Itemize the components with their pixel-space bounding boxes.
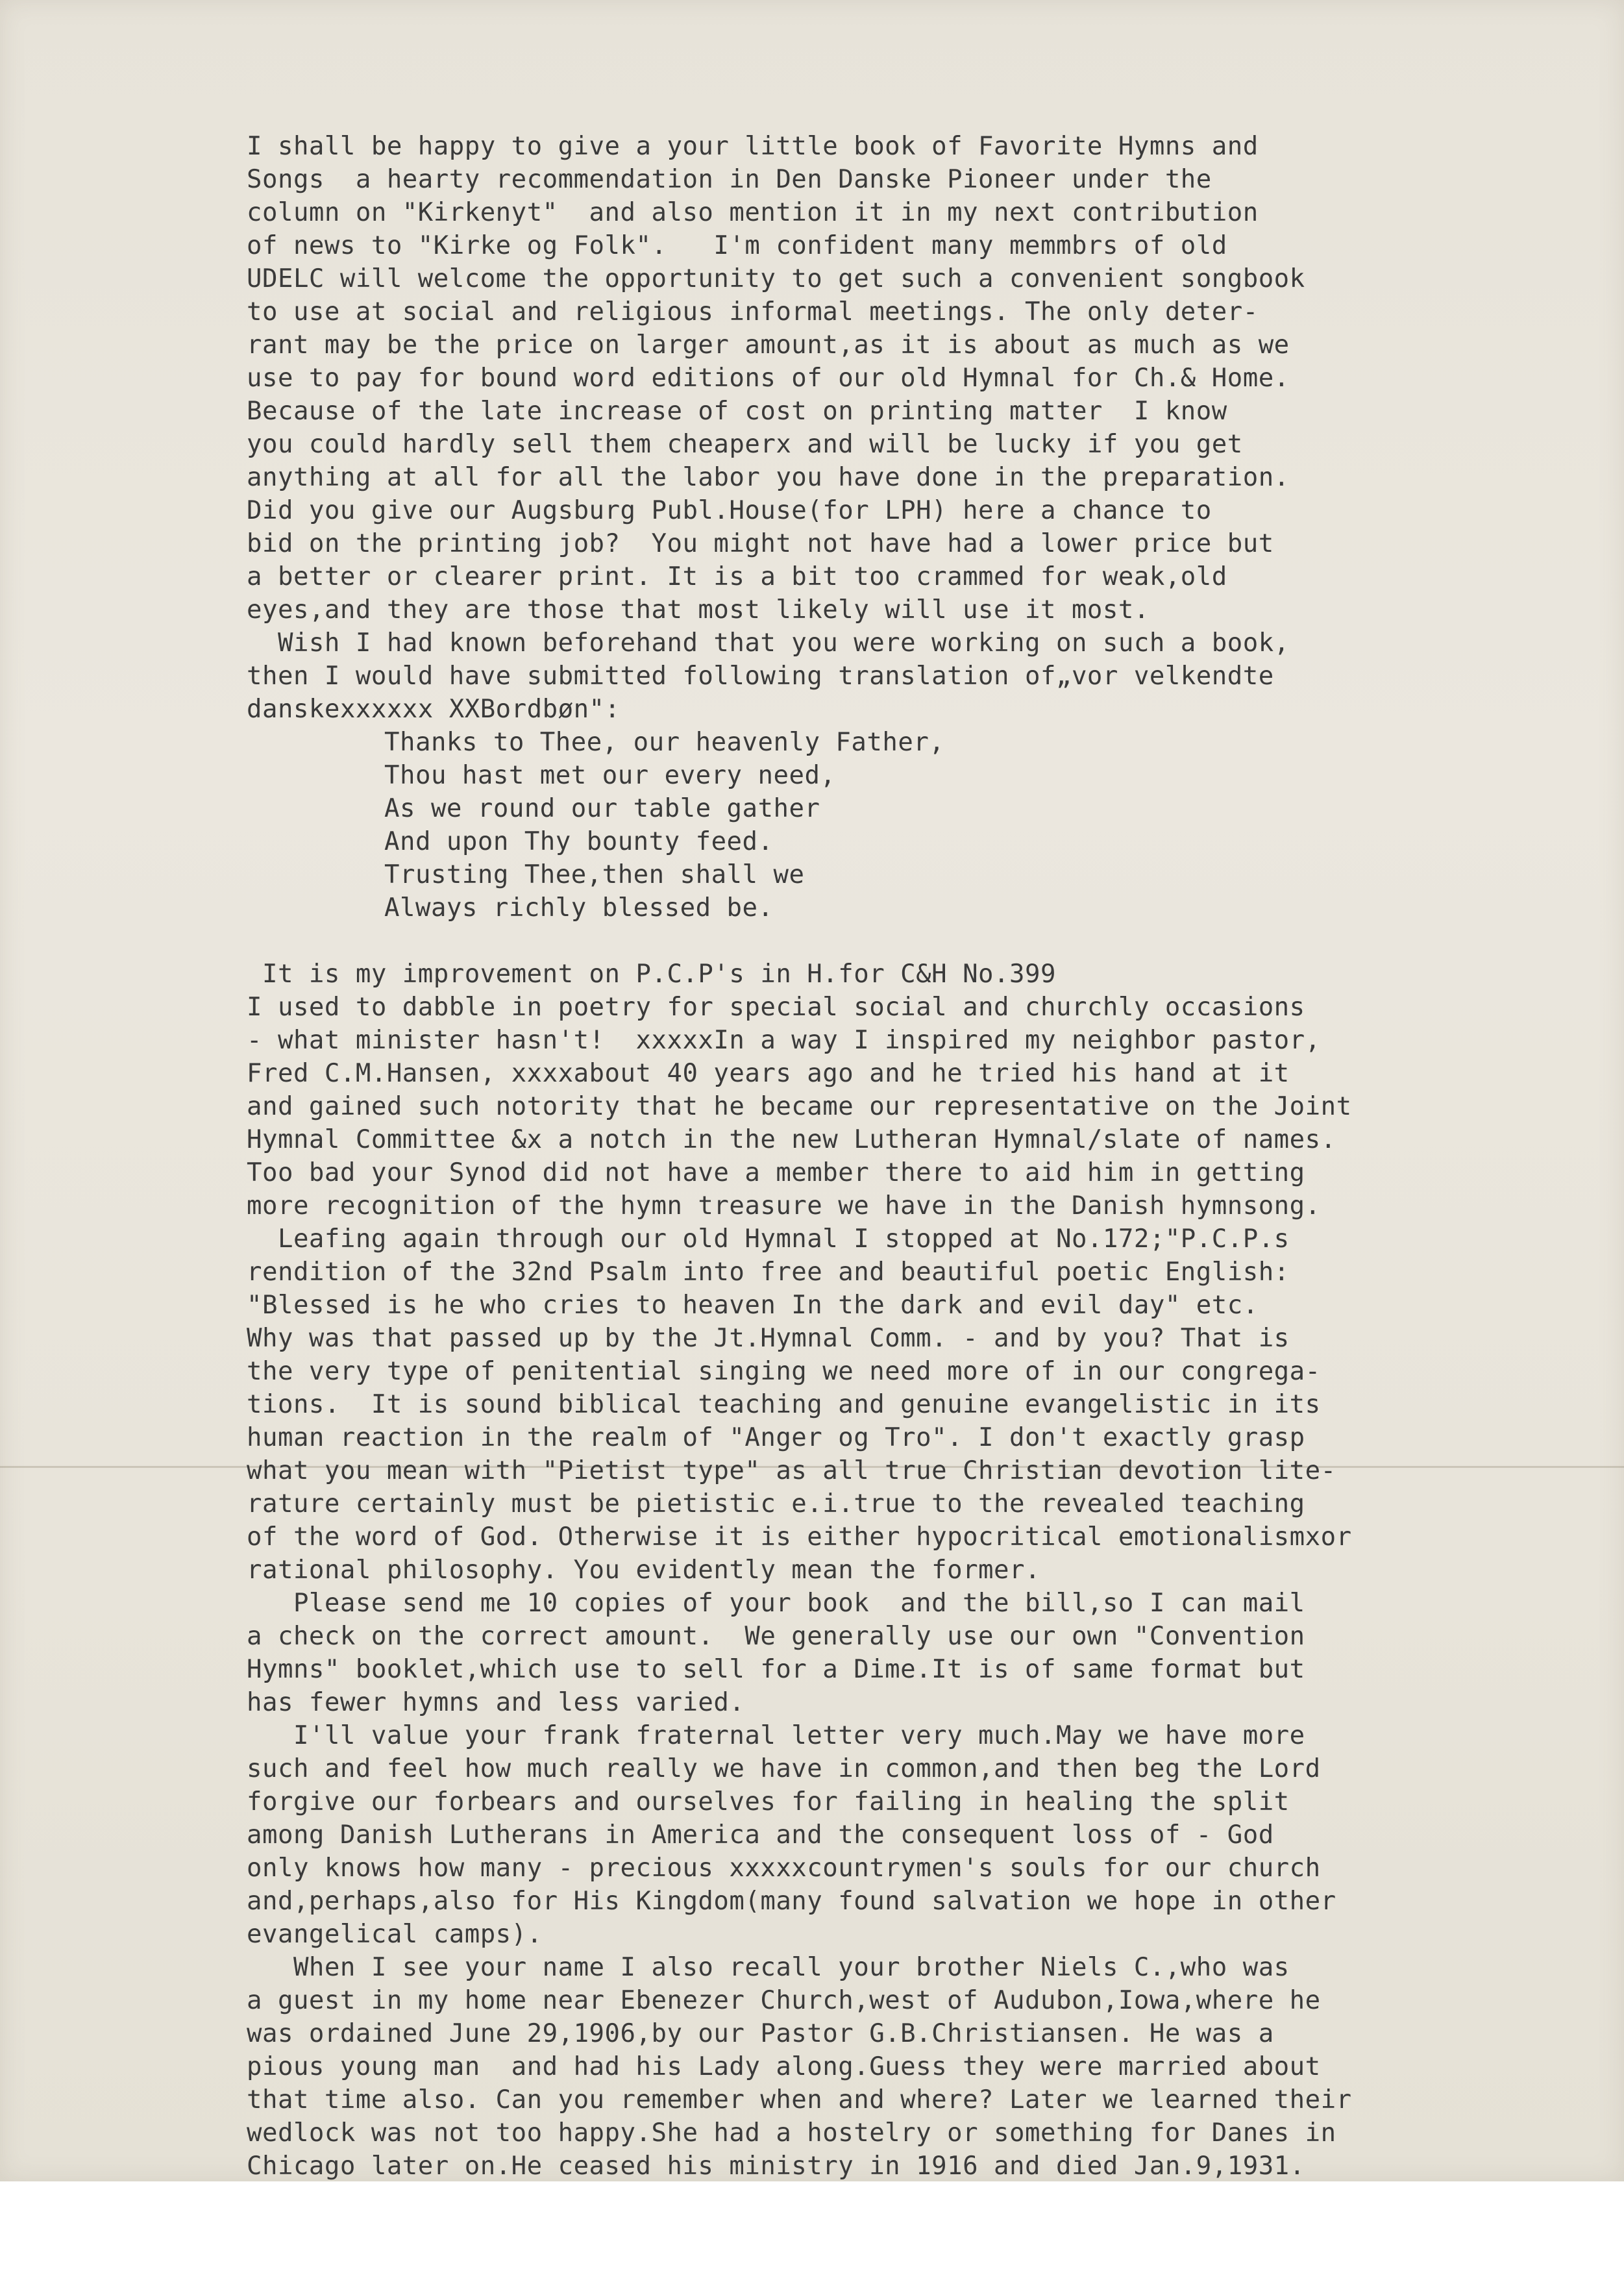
text-line: Why was that passed up by the Jt.Hymnal Comm. - and by you? That is bbox=[247, 1324, 1290, 1353]
text-line: eyes,and they are those that most likely will use it most. bbox=[247, 595, 1150, 625]
poem-line: And upon Thy bounty feed. bbox=[384, 827, 774, 856]
text-line: "Blessed is he who cries to heaven In the dark and evil day" etc. bbox=[247, 1291, 1259, 1320]
text-line: a check on the correct amount. We generally use our own "Convention bbox=[247, 1622, 1305, 1651]
text-line: more recognition of the hymn treasure we have in the Danish hymnsong. bbox=[247, 1191, 1321, 1221]
text-line: and,perhaps,also for His Kingdom(many found salvation we hope in other bbox=[247, 1887, 1336, 1916]
text-line: the very type of penitential singing we need more of in our congrega- bbox=[247, 1357, 1321, 1386]
text-line: rant may be the price on larger amount,as it is about as much as we bbox=[247, 330, 1290, 360]
text-line: pious young man and had his Lady along.Guess they were married about bbox=[247, 2052, 1321, 2081]
text-line: Did you give our Augsburg Publ.House(for LPH) here a chance to bbox=[247, 496, 1212, 525]
text-line: anything at all for all the labor you have done in the preparation. bbox=[247, 463, 1290, 492]
text-line: Because of the late increase of cost on printing matter I know bbox=[247, 397, 1227, 426]
text-line: what you mean with "Pietist type" as all true Christian devotion lite- bbox=[247, 1456, 1336, 1485]
text-line: rendition of the 32nd Psalm into free and beautiful poetic English: bbox=[247, 1258, 1290, 1287]
text-line: bid on the printing job? You might not have had a lower price but bbox=[247, 529, 1274, 558]
text-line: among Danish Lutherans in America and the consequent loss of - God bbox=[247, 1820, 1274, 1850]
text-line: column on "Kirkenyt" and also mention it in my next contribution bbox=[247, 198, 1259, 227]
poem bbox=[247, 726, 1610, 924]
text-line: Please send me 10 copies of your book and the bill,so I can mail bbox=[247, 1589, 1305, 1618]
text-line: was ordained June 29,1906,by our Pastor G.B.Christiansen. He was a bbox=[247, 2019, 1274, 2048]
text-line: that time also. Can you remember when and where? Later we learned their bbox=[247, 2085, 1352, 2115]
text-line: of the word of God. Otherwise it is either hypocritical emotionalismxor bbox=[247, 1522, 1352, 1552]
text-line: Hymnal Committee &x a notch in the new Lutheran Hymnal/slate of names. bbox=[247, 1125, 1336, 1154]
poem-line: Thanks to Thee, our heavenly Father, bbox=[384, 728, 945, 757]
text-line: I'll value your frank fraternal letter very much.May we have more bbox=[247, 1721, 1305, 1750]
text-line: rature certainly must be pietistic e.i.true to the revealed teaching bbox=[247, 1489, 1305, 1519]
text-line: I used to dabble in poetry for special social and churchly occasions bbox=[247, 993, 1305, 1022]
text-line: then I would have submitted following translation of„vor velkendte bbox=[247, 662, 1274, 691]
poem-line: Always richly blessed be. bbox=[384, 893, 774, 923]
text-line: evangelical camps). bbox=[247, 1920, 543, 1949]
text-line: Chicago later on.He ceased his ministry in 1916 and died Jan.9,1931. bbox=[247, 2152, 1305, 2181]
text-line: wedlock was not too happy.She had a hostelry or something for Danes in bbox=[247, 2118, 1336, 2148]
letter-body bbox=[247, 130, 1610, 2183]
text-line: Songs a hearty recommendation in Den Danske Pioneer under the bbox=[247, 165, 1212, 194]
poem-line: As we round our table gather bbox=[384, 794, 820, 823]
text-line: Fred C.M.Hansen, xxxxabout 40 years ago and he tried his hand at it bbox=[247, 1059, 1290, 1088]
text-line: such and feel how much really we have in common,and then beg the Lord bbox=[247, 1754, 1321, 1783]
text-line: Leafing again through our old Hymnal I stopped at No.172;"P.C.P.s bbox=[247, 1224, 1290, 1254]
poem-line: Thou hast met our every need, bbox=[384, 761, 836, 790]
paragraph-1 bbox=[247, 130, 1610, 726]
text-line: - what minister hasn't! xxxxxIn a way I inspired my neighbor pastor, bbox=[247, 1026, 1321, 1055]
text-line: danskexxxxxx XXBordbøn": bbox=[247, 695, 621, 724]
text-line: of news to "Kirke og Folk". I'm confident many memmbrs of old bbox=[247, 231, 1227, 260]
paragraph-2 bbox=[247, 958, 1610, 2183]
text-line: you could hardly sell them cheaperx and will be lucky if you get bbox=[247, 430, 1243, 459]
text-line: I shall be happy to give a your little book of Favorite Hymns and bbox=[247, 132, 1259, 161]
text-line: a guest in my home near Ebenezer Church,west of Audubon,Iowa,where he bbox=[247, 1986, 1321, 2015]
text-line: and gained such notority that he became our representative on the Joint bbox=[247, 1092, 1352, 1121]
text-line: forgive our forbears and ourselves for failing in healing the split bbox=[247, 1787, 1290, 1817]
text-line: tions. It is sound biblical teaching and genuine evangelistic in its bbox=[247, 1390, 1321, 1419]
poem-line: Trusting Thee,then shall we bbox=[384, 860, 805, 889]
text-line: to use at social and religious informal meetings. The only deter- bbox=[247, 297, 1259, 327]
text-line: UDELC will welcome the opportunity to get such a convenient songbook bbox=[247, 264, 1305, 293]
text-line: Wish I had known beforehand that you were working on such a book, bbox=[247, 628, 1290, 658]
blank-line bbox=[247, 924, 1610, 958]
text-line: Hymns" booklet,which use to sell for a Dime.It is of same format but bbox=[247, 1655, 1305, 1684]
text-line: Too bad your Synod did not have a member there to aid him in getting bbox=[247, 1158, 1305, 1187]
text-line: When I see your name I also recall your brother Niels C.,who was bbox=[247, 1953, 1290, 1982]
text-line: It is my improvement on P.C.P's in H.for C&H No.399 bbox=[247, 960, 1056, 989]
text-line: has fewer hymns and less varied. bbox=[247, 1688, 745, 1717]
text-line: a better or clearer print. It is a bit too crammed for weak,old bbox=[247, 562, 1227, 591]
text-line: use to pay for bound word editions of our old Hymnal for Ch.& Home. bbox=[247, 364, 1290, 393]
text-line: only knows how many - precious xxxxxcountrymen's souls for our church bbox=[247, 1854, 1321, 1883]
text-line: human reaction in the realm of "Anger og Tro". I don't exactly grasp bbox=[247, 1423, 1305, 1452]
text-line: rational philosophy. You evidently mean the former. bbox=[247, 1556, 1040, 1585]
